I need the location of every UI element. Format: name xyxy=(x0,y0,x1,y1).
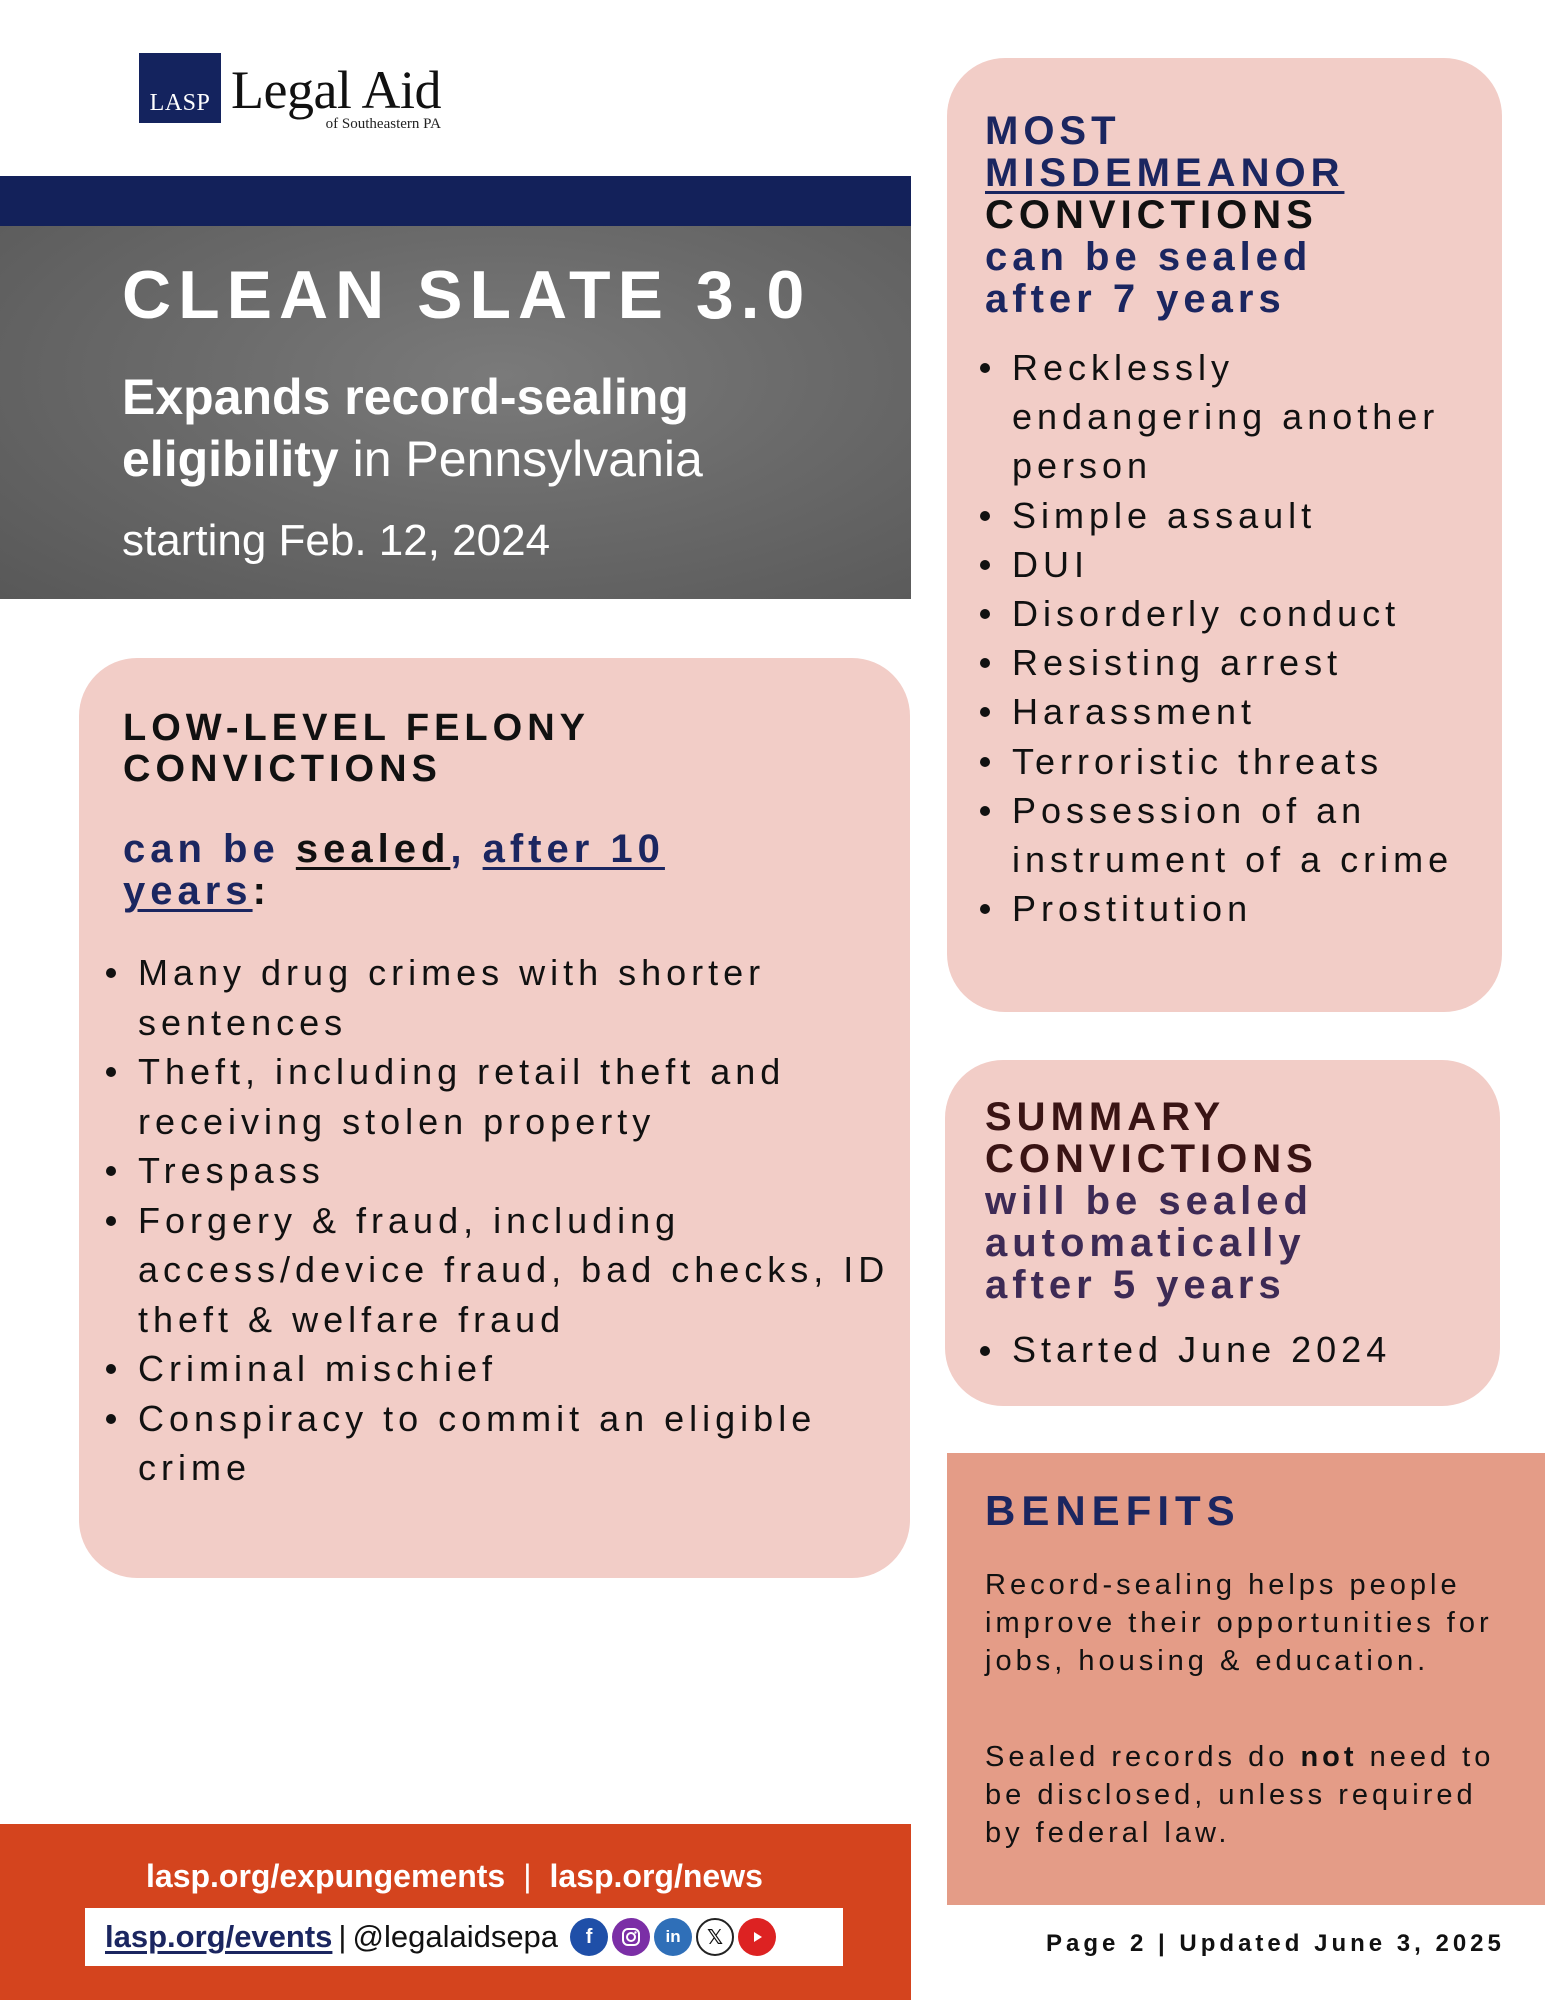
list-item: Started June 2024 xyxy=(974,1328,1494,1372)
summary-heading-title: SUMMARY CONVICTIONS xyxy=(985,1095,1318,1181)
list-item: Criminal mischief xyxy=(100,1344,900,1394)
news-link[interactable]: lasp.org/news xyxy=(549,1858,763,1894)
lasp-logo-mark: LASP xyxy=(139,53,221,123)
hero-subtitle-bold: Expands record-sealing eligibility xyxy=(122,369,689,487)
facebook-icon[interactable]: f xyxy=(570,1918,608,1956)
logo-subtitle: of Southeastern PA xyxy=(325,116,441,132)
list-item: Theft, including retail theft and receiving stolen property xyxy=(100,1047,900,1146)
misdemeanor-card xyxy=(947,58,1502,1012)
felony-sub-after: after 10 years xyxy=(123,827,665,913)
misdemeanor-heading xyxy=(985,110,1405,320)
misd-heading-conv: CONVICTIONS xyxy=(985,193,1318,237)
page-title: CLEAN SLATE 3.0 xyxy=(122,257,812,333)
hero-subtitle-rest: in Pennsylvania xyxy=(338,431,703,487)
page-footer-note: Page 2 | Updated June 3, 2025 xyxy=(1046,1930,1505,1957)
list-item: Conspiracy to commit an eligible crime xyxy=(100,1394,900,1493)
expungements-link[interactable]: lasp.org/expungements xyxy=(146,1858,506,1894)
footer xyxy=(0,1824,911,2000)
events-link[interactable]: lasp.org/events xyxy=(105,1919,333,1954)
benefits-paragraph-2 xyxy=(985,1738,1525,1852)
list-item: Disorderly conduct xyxy=(974,589,1494,638)
footer-links xyxy=(0,1858,911,1895)
list-item: Recklessly endangering another person xyxy=(974,343,1494,491)
summary-card xyxy=(945,1060,1500,1406)
list-item: Harassment xyxy=(974,687,1494,736)
benefits-panel xyxy=(947,1453,1545,1905)
felony-sub-colon: : xyxy=(252,869,271,913)
felony-heading: LOW-LEVEL FELONY CONVICTIONS xyxy=(123,707,590,790)
footer-contact-box xyxy=(85,1908,843,1966)
list-item: DUI xyxy=(974,540,1494,589)
summary-list xyxy=(974,1328,1494,1372)
instagram-icon[interactable] xyxy=(612,1918,650,1956)
benefits-p2-bold: not xyxy=(1300,1741,1358,1773)
footer-separator: | xyxy=(523,1858,532,1894)
list-item: Trespass xyxy=(100,1146,900,1196)
misd-subheading: can be sealed after 7 years xyxy=(985,235,1313,321)
x-icon[interactable]: 𝕏 xyxy=(696,1918,734,1956)
hero-subtitle xyxy=(122,366,882,490)
benefits-p2-b: need to be disclosed, unless required by federal law. xyxy=(985,1741,1495,1849)
felony-sub-can: can be xyxy=(123,827,296,871)
hero-banner xyxy=(0,226,911,599)
summary-subheading: will be sealed automatically after 5 years xyxy=(985,1179,1313,1307)
logo-text xyxy=(231,53,441,132)
list-item: Terroristic threats xyxy=(974,737,1494,786)
logo-name: Legal Aid xyxy=(231,60,441,120)
summary-heading xyxy=(985,1096,1385,1306)
list-item: Prostitution xyxy=(974,884,1494,933)
hero-stripe xyxy=(0,176,911,226)
list-item: Simple assault xyxy=(974,491,1494,540)
footer-bar: | xyxy=(338,1919,347,1954)
linkedin-icon[interactable]: in xyxy=(654,1918,692,1956)
benefits-paragraph-1: Record-sealing helps people improve their opportunities for jobs, housing & education. xyxy=(985,1569,1493,1677)
list-item: Forgery & fraud, including access/device fraud, bad checks, ID theft & welfare fraud xyxy=(100,1196,900,1345)
legal-aid-logo xyxy=(139,53,441,132)
benefits-title: BENEFITS xyxy=(985,1487,1241,1534)
felony-list xyxy=(100,948,900,1493)
misdemeanor-list xyxy=(974,343,1494,933)
social-handle: @legalaidsepa xyxy=(352,1919,559,1954)
misd-heading-misd: MISDEMEANOR xyxy=(985,151,1345,195)
youtube-icon[interactable] xyxy=(738,1918,776,1956)
felony-card xyxy=(79,658,910,1578)
hero-date: starting Feb. 12, 2024 xyxy=(122,516,551,565)
felony-sub-sealed: sealed xyxy=(295,827,451,871)
benefits-p2-a: Sealed records do xyxy=(985,1741,1301,1773)
list-item: Resisting arrest xyxy=(974,638,1494,687)
misd-heading-most: MOST xyxy=(985,109,1121,153)
felony-subheading xyxy=(123,828,823,912)
felony-sub-comma: , xyxy=(450,827,483,871)
list-item: Possession of an instrument of a crime xyxy=(974,786,1494,884)
list-item: Many drug crimes with shorter sentences xyxy=(100,948,900,1047)
social-icons xyxy=(570,1918,776,1956)
